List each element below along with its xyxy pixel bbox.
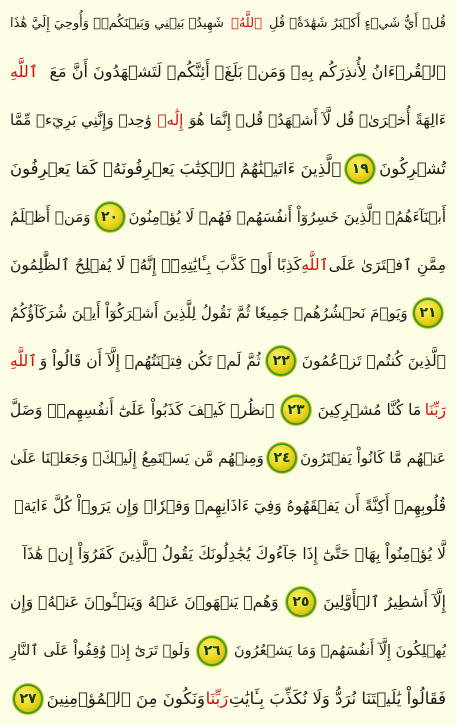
verse-text: وَيَوۡمَ نَحۡشُرُهُمۡ جَمِيعٗا ثُمَّ نَقُولُ لِلَّذِينَ أَشۡرَكُوٓاْ أَيۡنَ شُرَكَآؤُكُمُ	[10, 304, 408, 323]
text-line	[0, 243, 456, 287]
verse-number-marker: ٢٠	[95, 202, 125, 232]
text-line	[0, 677, 456, 721]
verse-text: ٱنظُرۡ كَيۡفَ كَذَبُواْ عَلَىٰٓ أَنفُسِهِمۡۚ وَضَلَّ	[10, 400, 275, 419]
verse-number-marker: ٢١	[413, 298, 443, 328]
text-line	[0, 147, 456, 191]
verse-text: قُلۡ أَيُّ شَيۡءٍ أَكۡبَرُ شَهَٰدَةٗۖ قُلِ	[268, 16, 446, 31]
verse-text: وَمِنۡهُم مَّن يَسۡتَمِعُ إِلَيۡكَۖ وَجَعَلۡنَا عَلَىٰ	[10, 448, 264, 467]
divine-name-text: ٱللَّهُۖ	[231, 16, 262, 31]
verse-text: تُشۡرِكُونَ	[379, 158, 446, 178]
verse-text: فَقَالُواْ يَٰلَيۡتَنَا نُرَدُّ وَلَا نُكَذِّبَ بِـَٔايَٰتِ	[228, 688, 446, 708]
verse-text: وَٰحِدٞ وَإِنَّنِي بَرِيٓءٞ مِّمَّا	[10, 111, 152, 130]
verse-text: ثُمَّ لَمۡ تَكُن فِتۡنَتُهُمۡ إِلَّآ أَن قَالُواْ وَ	[39, 352, 261, 371]
text-line	[0, 2, 456, 46]
verse-number-marker: ٢٧	[13, 684, 43, 714]
verse-text: عَنۡهُم مَّا كَانُواْ يَفۡتَرُونَ	[300, 448, 446, 467]
verse-number-marker: ١٩	[345, 154, 375, 184]
verse-text: أَبۡنَآءَهُمُۘ ٱلَّذِينَ خَسِرُوٓاْ أَنفُسَهُمۡ فَهُمۡ لَا يُؤۡمِنُونَ	[128, 207, 446, 226]
verse-text: ٱلۡقُرۡءَانُ لِأُنذِرَكُم بِهِۦ وَمَنۢ بَلَغَۚ أَئِنَّكُمۡ لَتَشۡهَدُونَ أَنَّ مَعَ	[49, 62, 446, 82]
text-line	[0, 98, 456, 142]
text-line	[0, 291, 456, 335]
verse-text: وَهُمۡ يَنۡهَوۡنَ عَنۡهُ وَيَنۡـَٔوۡنَ عَنۡهُۖ وَإِن	[10, 593, 279, 612]
verse-number-marker: ٢٣	[281, 395, 311, 425]
text-line	[0, 339, 456, 383]
verse-text: مِمَّنِ ٱفۡتَرَىٰ عَلَى	[328, 256, 446, 274]
verse-text: إِلَّآ أَسَٰطِيرُ ٱلۡأَوَّلِينَ	[323, 593, 446, 612]
verse-number-marker: ٢٢	[266, 346, 296, 376]
text-line	[0, 195, 456, 239]
verse-text: ٱلَّذِينَ ءَاتَيۡنَٰهُمُ ٱلۡكِتَٰبَ يَعۡرِفُونَهُۥ كَمَا يَعۡرِفُونَ	[10, 158, 342, 178]
verse-text: ٱلَّذِينَ كُنتُمۡ تَزۡعُمُونَ	[301, 352, 446, 371]
verse-text: يُهۡلِكُونَ إِلَّآ أَنفُسَهُمۡ وَمَا يَشۡعُرُونَ	[234, 642, 446, 659]
divine-name-text: ٱللَّهِ	[301, 256, 329, 274]
text-line	[0, 50, 456, 94]
divine-name-text: ٱللَّهِ	[10, 62, 39, 82]
verse-text: وَنَكُونَ مِنَ ٱلۡمُؤۡمِنِينَ	[46, 688, 206, 708]
verse-text: مَا كُنَّا مُشۡرِكِينَ	[317, 400, 422, 419]
divine-name-text: رَبِّنَا	[205, 688, 229, 708]
verse-text: كَذِبًا أَوۡ كَذَّبَ بِـَٔايَٰتِهِۦٓۚ إِنَّهُۥ لَا يُفۡلِحُ ٱلظَّٰلِمُونَ	[9, 256, 302, 274]
text-line	[0, 580, 456, 624]
verse-number-marker: ٢٤	[267, 443, 297, 473]
verse-text: شَهِيدُۢ بَيۡنِي وَبَيۡنَكُمۡۚ وَأُوحِيَ إِلَيَّ هَٰذَا	[10, 16, 224, 31]
verse-text: لَّا يُؤۡمِنُواْ بِهَاۖ حَتَّىٰٓ إِذَا جَآءُوكَ يُجَٰدِلُونَكَ يَقُولُ ٱلَّذِينَ كَفَرُوٓاْ إِنۡ هَٰذَآ	[22, 545, 446, 564]
text-line	[0, 629, 456, 673]
divine-name-text: ٱللَّهِ	[10, 352, 38, 371]
divine-name-text: إِلَٰهٞ	[157, 111, 184, 130]
text-line	[0, 436, 456, 480]
verse-text: وَمَنۡ أَظۡلَمُ	[10, 207, 91, 226]
text-line	[0, 388, 456, 432]
verse-text: وَلَوۡ تَرَىٰٓ إِذۡ وُقِفُواْ عَلَى ٱلنَّارِ	[10, 642, 191, 659]
text-line	[0, 532, 456, 576]
text-line	[0, 484, 456, 528]
divine-name-text: رَبِّنَا	[424, 400, 446, 419]
verse-number-marker: ٢٥	[286, 587, 316, 617]
verse-text: قُلُوبِهِمۡ أَكِنَّةً أَن يَفۡقَهُوهُ وَفِيٓ ءَاذَانِهِمۡ وَقۡرٗاۚ وَإِن يَرَوۡاْ كُلَّ ءَايَةٖ	[14, 497, 446, 515]
verse-text: ءَالِهَةً أُخۡرَىٰۚ قُل لَّآ أَشۡهَدُۚ قُلۡ إِنَّمَا هُوَ	[189, 111, 446, 130]
verse-number-marker: ٢٦	[197, 636, 227, 666]
